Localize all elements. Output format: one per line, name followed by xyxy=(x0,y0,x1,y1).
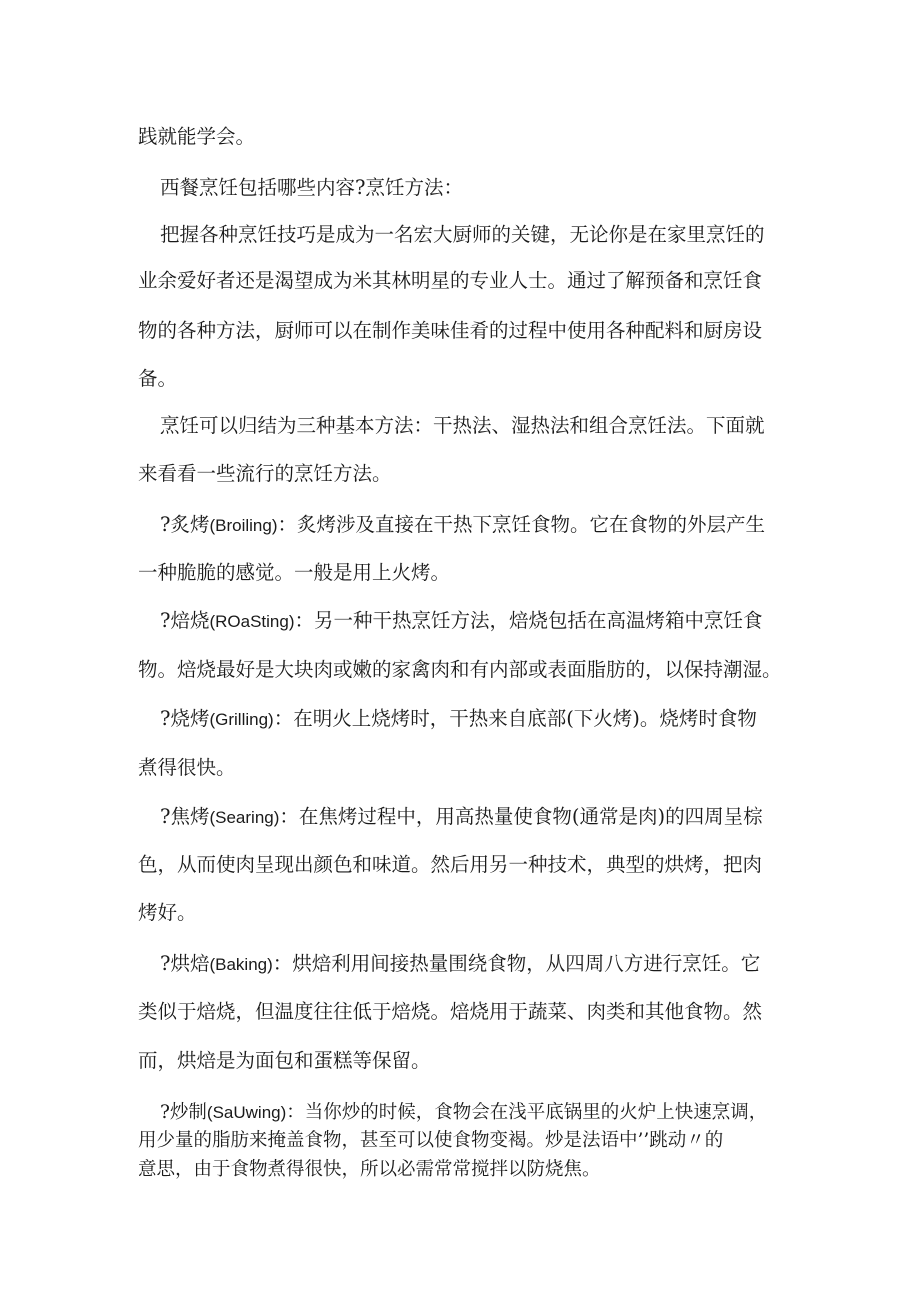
paragraph-line: 色，从而使肉呈现出颜色和味道。然后用另一种技术，典型的烘烤，把肉 xyxy=(138,853,763,876)
paragraph-line: 来看看一些流行的烹饪方法。 xyxy=(138,462,392,485)
method-prefix: ?炙烤 xyxy=(160,513,210,536)
method-prefix: ?烘焙 xyxy=(160,952,210,975)
method-term: (Searing) xyxy=(209,808,280,827)
paragraph-line: 煮得很快。 xyxy=(138,756,236,779)
paragraph-line: 烤好。 xyxy=(138,901,197,924)
method-prefix: ?炒制 xyxy=(160,1102,207,1123)
paragraph-line: 物的各种方法，厨师可以在制作美味佳肴的过程中使用各种配料和厨房设 xyxy=(138,319,763,342)
method-term: (Broiling) xyxy=(209,516,278,535)
paragraph-line: 而，烘焙是为面包和蛋糕等保留。 xyxy=(138,1049,431,1072)
method-text: ：当你炒的时候，食物会在浅平底锅里的火炉上快速烹调， xyxy=(286,1102,768,1123)
paragraph-line: 用少量的脂肪来掩盖食物，甚至可以使食物变褐。炒是法语中’’跳动〃的 xyxy=(138,1130,724,1151)
paragraph-line: 类似于焙烧，但温度往往低于焙烧。焙烧用于蔬菜、肉类和其他食物。然 xyxy=(138,1000,763,1023)
method-text: ：在明火上烧烤时，干热来自底部(下火烤)。烧烤时食物 xyxy=(273,707,757,730)
method-broiling xyxy=(160,512,765,539)
method-text: ：炙烤涉及直接在干热下烹饪食物。它在食物的外层产生 xyxy=(277,513,766,536)
paragraph-line: 烹饪可以归结为三种基本方法：干热法、湿热法和组合烹饪法。下面就 xyxy=(160,414,765,437)
paragraph-line: 践就能学会。 xyxy=(138,125,256,148)
method-term: (SaUwing) xyxy=(206,1103,287,1122)
method-term: (ROaSting) xyxy=(209,612,295,631)
method-prefix: ?烧烤 xyxy=(160,707,210,730)
section-heading: 西餐烹饪包括哪些内容?烹饪方法： xyxy=(160,176,463,199)
method-text: ：另一种干热烹饪方法，焙烧包括在高温烤箱中烹饪食 xyxy=(294,609,763,632)
paragraph-line: 业余爱好者还是渴望成为米其林明星的专业人士。通过了解预备和烹饪食 xyxy=(138,269,763,292)
paragraph-line: 意思，由于食物煮得很快，所以必需常常搅拌以防烧焦。 xyxy=(138,1159,601,1180)
method-text: ：烘焙利用间接热量围绕食物，从四周八方进行烹饪。它 xyxy=(272,952,761,975)
method-term: (Baking) xyxy=(209,955,273,974)
method-roasting xyxy=(160,608,763,635)
paragraph-line: 备。 xyxy=(138,367,178,390)
method-text: ：在焦烤过程中，用高热量使食物(通常是肉)的四周呈棕 xyxy=(279,805,763,828)
method-term: (Grilling) xyxy=(209,710,274,729)
paragraph-line: 把握各种烹饪技巧是成为一名宏大厨师的关键，无论你是在家里烹饪的 xyxy=(160,223,765,246)
method-sauteing xyxy=(160,1100,767,1126)
method-baking xyxy=(160,951,760,978)
paragraph-line: 物。焙烧最好是大块肉或嫩的家禽肉和有内部或表面脂肪的，以保持潮湿。 xyxy=(138,658,782,681)
method-grilling xyxy=(160,706,757,733)
method-prefix: ?焙烧 xyxy=(160,609,210,632)
method-searing xyxy=(160,804,763,831)
paragraph-line: 一种脆脆的感觉。一般是用上火烤。 xyxy=(138,561,451,584)
method-prefix: ?焦烤 xyxy=(160,805,210,828)
